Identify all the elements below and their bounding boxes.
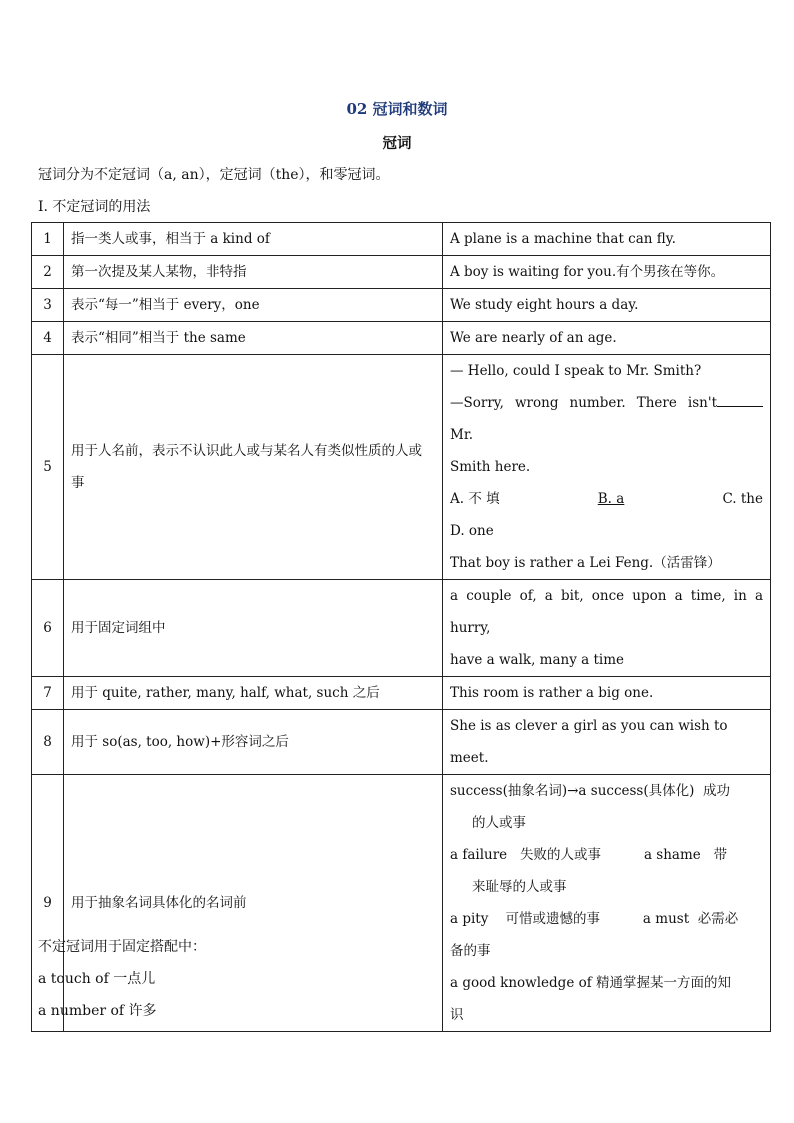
- example-cell: [443, 355, 771, 580]
- example-cell: A boy is waiting for you.有个男孩在等你。: [443, 256, 771, 289]
- usage-cell: 用于 quite, rather, many, half, what, such 之后: [64, 677, 443, 710]
- example-cell: We are nearly of an age.: [443, 322, 771, 355]
- usage-cell: 表示“每一”相当于 every，one: [64, 289, 443, 322]
- article-usage-table: [31, 222, 771, 1032]
- usage-text: 用于人名前，表示不认识此人或与某名人有类似性质的人或事: [71, 443, 422, 491]
- row-number: 7: [32, 677, 64, 710]
- example-line: a good knowledge of 精通掌握某一方面的知: [450, 975, 732, 991]
- option-b: B. a: [597, 491, 625, 507]
- table-row: [32, 322, 771, 355]
- intro-paragraph: 冠词分为不定冠词（a, an），定冠词（the），和零冠词。: [38, 167, 390, 183]
- collocation-item: a touch of 一点儿: [38, 971, 156, 987]
- usage-cell: 用于 so(as, too, how)+形容词之后: [64, 710, 443, 775]
- example-cell: She is as clever a girl as you can wish to meet.: [443, 710, 771, 775]
- table-row: [32, 580, 771, 677]
- row-number: 6: [32, 580, 64, 677]
- table-row: [32, 355, 771, 580]
- row-number: 8: [32, 710, 64, 775]
- example-line: 识: [450, 1007, 464, 1023]
- answer-blank: [717, 392, 763, 407]
- example-line: — Hello, could I speak to Mr. Smith?: [450, 363, 702, 379]
- usage-cell: 表示“相同”相当于 the same: [64, 322, 443, 355]
- example-cell: This room is rather a big one.: [443, 677, 771, 710]
- table-row: [32, 775, 771, 1032]
- usage-cell: 用于抽象名词具体化的名词前: [64, 775, 443, 1032]
- row-number: 1: [32, 223, 64, 256]
- row-number: 5: [32, 355, 64, 580]
- table-row: [32, 256, 771, 289]
- row-number: 9: [32, 775, 64, 1032]
- collocation-heading: 不定冠词用于固定搭配中：: [38, 939, 206, 955]
- page-title: 02 冠词和数词: [346, 100, 448, 118]
- example-line: a failure 失败的人或事 a shame 带: [450, 847, 728, 863]
- example-cell: [443, 775, 771, 1032]
- example-line: 的人或事: [472, 815, 526, 831]
- example-line: That boy is rather a Lei Feng.（活雷锋）: [450, 555, 721, 571]
- row-number: 4: [32, 322, 64, 355]
- page-subtitle: 冠词: [382, 135, 412, 152]
- example-line: have a walk, many a time: [450, 652, 625, 668]
- table-row: [32, 289, 771, 322]
- usage-cell: 指一类人或事，相当于 a kind of: [64, 223, 443, 256]
- example-line: 来耻辱的人或事: [472, 879, 567, 895]
- example-line: a couple of, a bit, once upon a time, in a hurry,: [450, 588, 763, 636]
- section-heading: I. 不定冠词的用法: [38, 199, 151, 215]
- usage-cell: [64, 355, 443, 580]
- example-cell: We study eight hours a day.: [443, 289, 771, 322]
- row-number: 3: [32, 289, 64, 322]
- example-line: Smith here.: [450, 459, 531, 475]
- option-c: C. the: [722, 491, 763, 507]
- table-row: [32, 710, 771, 775]
- row-number: 2: [32, 256, 64, 289]
- option-a: A. 不 填: [450, 491, 500, 507]
- table-row: [32, 677, 771, 710]
- example-line: success(抽象名词)→a success(具体化) 成功: [450, 783, 730, 799]
- collocation-item: a number of 许多: [38, 1003, 157, 1019]
- answer-options: [450, 483, 763, 515]
- example-line: a pity 可惜或遗憾的事 a must 必需必: [450, 911, 739, 927]
- example-cell: [443, 580, 771, 677]
- table-row: [32, 223, 771, 256]
- example-line: 备的事: [450, 943, 491, 959]
- usage-cell: 用于固定词组中: [64, 580, 443, 677]
- example-line: —Sorry, wrong number. There isn't Mr.: [450, 387, 763, 451]
- usage-cell: 第一次提及某人某物，非特指: [64, 256, 443, 289]
- example-cell: A plane is a machine that can fly.: [443, 223, 771, 256]
- option-d: D. one: [450, 523, 494, 539]
